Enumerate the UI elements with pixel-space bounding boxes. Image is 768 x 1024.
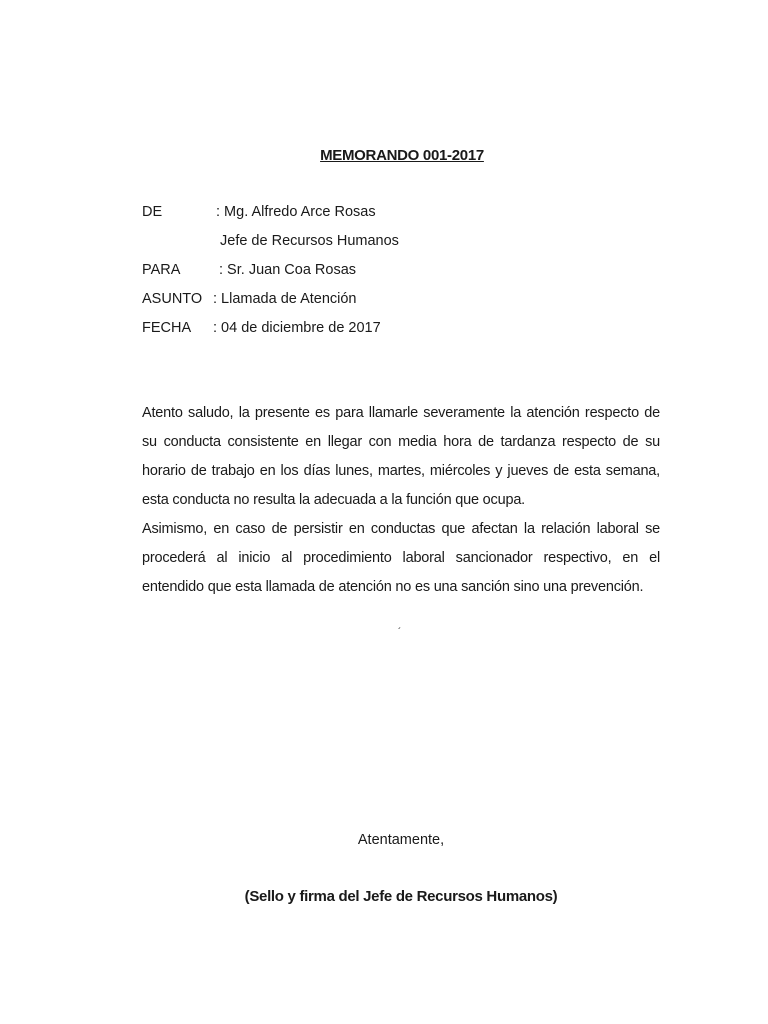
- body-paragraph-2: Asimismo, en caso de persistir en conductas que afectan la relación laboral se procederá al inicio al procedimiento laboral sancionador respectivo, en el entendido que esta llamada de atención no es una sanción sino una prevención.: [142, 521, 660, 595]
- de-value: : Mg. Alfredo Arce Rosas: [216, 204, 376, 220]
- para-value: : Sr. Juan Coa Rosas: [219, 262, 357, 278]
- closing-text: Atentamente,: [357, 832, 445, 848]
- fecha-label: FECHA: [142, 320, 192, 336]
- fecha-value: : 04 de diciembre de 2017: [213, 320, 381, 336]
- signature-line: (Sello y firma del Jefe de Recursos Humanos): [244, 888, 558, 905]
- de-role: Jefe de Recursos Humanos: [220, 233, 399, 249]
- body-paragraph-1: Atento saludo, la presente es para llamarle severamente la atención respecto de su conducta consistente en llegar con media hora de tardanza respecto de su horario de trabajo en los días lunes, martes, miércoles y jueves de esta semana, esta conducta no resulta la adecuada a la función que ocupa.: [142, 405, 660, 508]
- asunto-value: : Llamada de Atención: [213, 291, 357, 307]
- memo-title: MEMORANDO 001-2017: [320, 147, 484, 164]
- asunto-label: ASUNTO: [142, 291, 203, 307]
- memo-body: [142, 399, 660, 602]
- stray-mark: ´: [398, 627, 402, 638]
- de-label: DE: [142, 204, 163, 220]
- para-label: PARA: [142, 262, 181, 278]
